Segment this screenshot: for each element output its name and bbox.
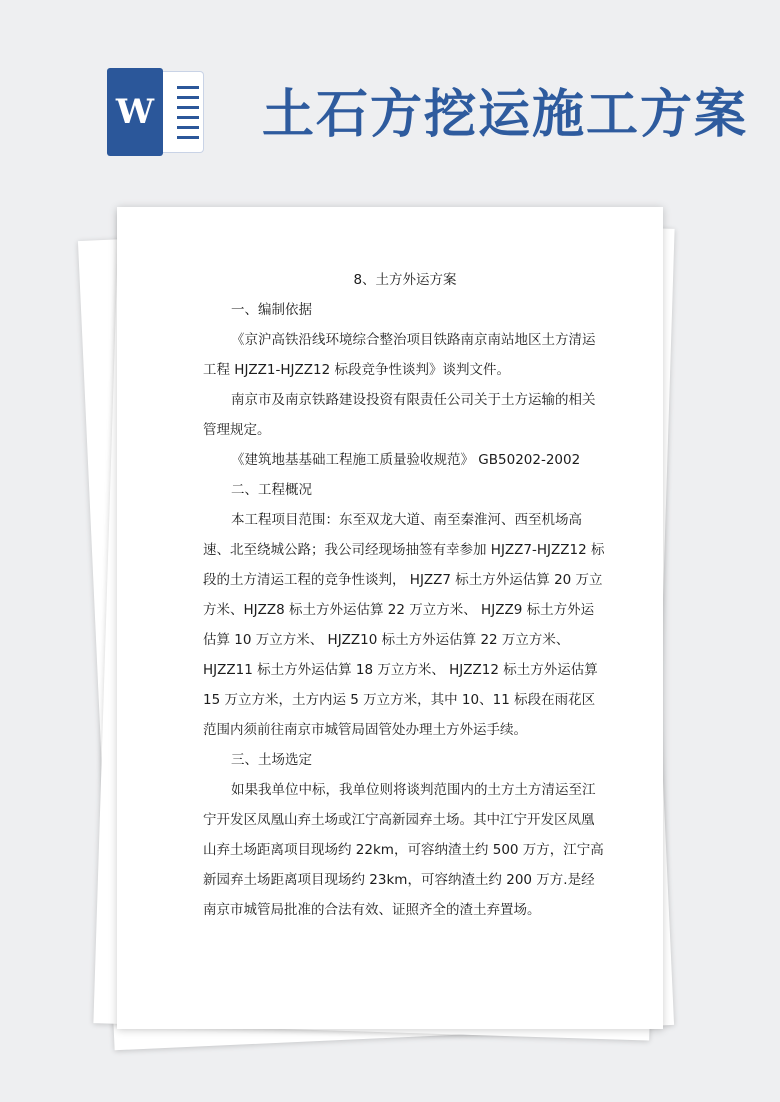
paragraph: 本工程项目范围：东至双龙大道、南至秦淮河、西至机场高速、北至绕城公路；我公司经现场抽签有幸参加 HJZZ7-HJZZ12 标段的土方清运工程的竞争性谈判， HJZZ7 标土方外运估算 20 万立方米、HJZZ8 标土方外运估算 22 万立方米、 HJZZ9 标土方外运估算 10 万立方米、 HJZZ10 标土方外运估算 22 万立方米、 HJZZ11 标土方外运估算 18 万立方米、 HJZZ12 标土方外运估算 15 万立方米，土方内运 5 万立方米，其中 10、11 标段在雨花区范围内须前往南京市城管局固管处办理土方外运手续。 [203,512,605,738]
paragraph: 《建筑地基基础工程施工质量验收规范》 GB50202-2002 [231,452,581,468]
document-body [203,265,607,925]
word-document-icon [107,68,207,156]
page-title: 土石方挖运施工方案 [262,84,749,145]
document-heading: 8、土方外运方案 [353,272,457,288]
paragraph: 如果我单位中标，我单位则将谈判范围内的土方土方清运至江宁开发区凤凰山弃土场或江宁高新园弃土场。其中江宁开发区凤凰山弃土场距离项目现场约 22km，可容纳渣土约 500 万方，江宁高新园弃土场距离项目现场约 23km，可容纳渣土约 200 万方.是经南京市城管局批准的合法有效、证照齐全的渣土弃置场。 [203,782,604,918]
section-title: 一、编制依据 [231,302,312,318]
section-title: 二、工程概况 [231,482,312,498]
paragraph: 南京市及南京铁路建设投资有限责任公司关于土方运输的相关管理规定。 [203,392,596,438]
document-page [117,207,663,1029]
section-title: 三、土场选定 [231,752,312,768]
banner [0,0,780,200]
word-logo-letter: W [107,68,163,156]
paragraph: 《京沪高铁沿线环境综合整治项目铁路南京南站地区土方清运工程 HJZZ1-HJZZ12 标段竞争性谈判》谈判文件。 [203,332,596,378]
